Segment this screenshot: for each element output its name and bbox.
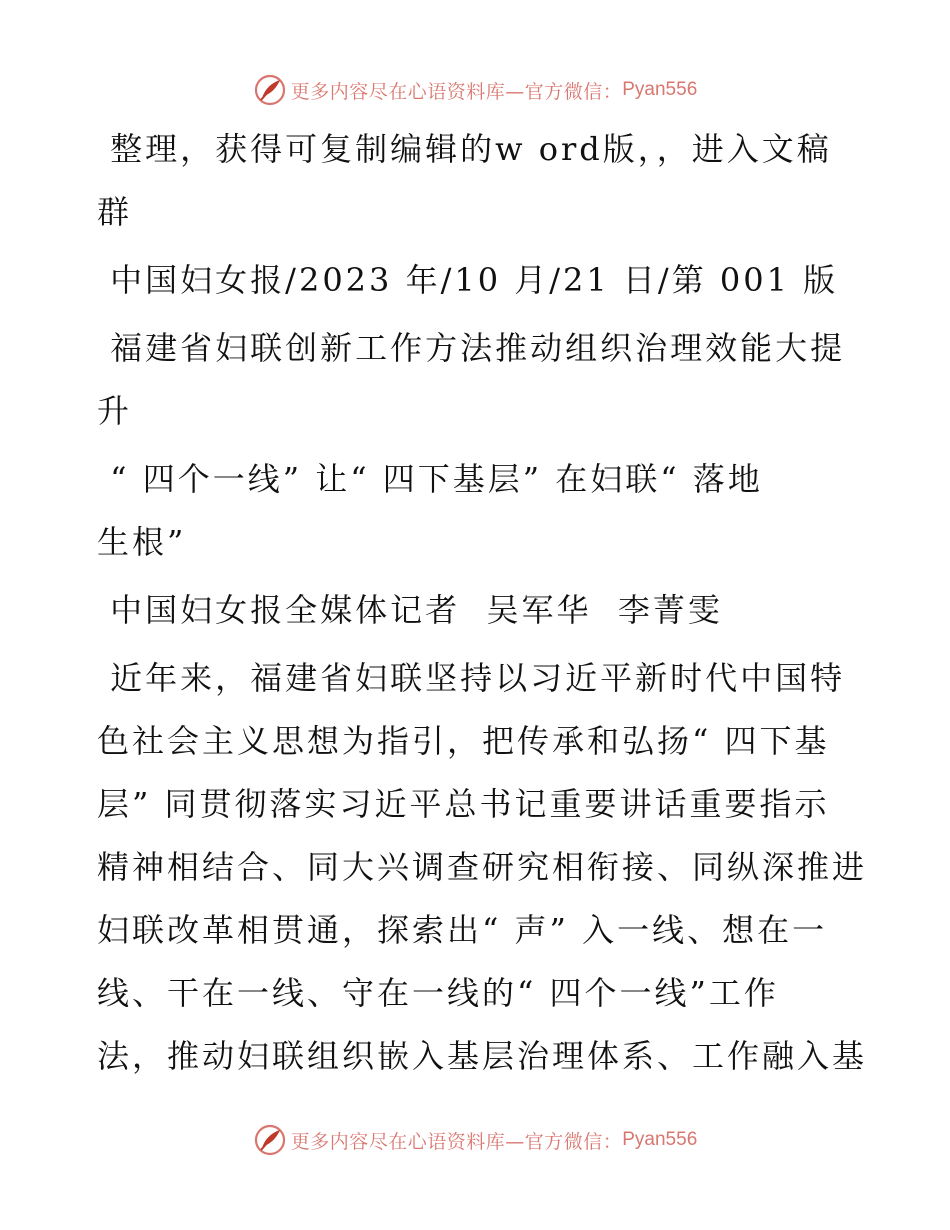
- headline: [97, 317, 867, 443]
- text-line: 线、干在一线、守在一线的“ 四个一线”工作: [97, 974, 779, 1012]
- watermark-handle: Pyan556: [622, 1129, 698, 1150]
- body-paragraph: [97, 647, 867, 1088]
- text-line: 中国妇女报/2023 年/10 月/21 日/第 001 版: [97, 261, 839, 299]
- text-line: “ 四个一线” 让“ 四下基层” 在妇联“ 落地: [97, 460, 763, 498]
- text-line: 近年来，福建省妇联坚持以习近平新时代中国特: [97, 659, 846, 697]
- text-line: 中国妇女报全媒体记者 吴军华 李菁雯: [97, 591, 723, 629]
- text-line: 升: [97, 392, 133, 430]
- text-line: 精神相结合、同大兴调查研究相衔接、同纵深推进: [97, 848, 868, 886]
- text-line: 福建省妇联创新工作方法推动组织治理效能大提: [97, 329, 846, 367]
- text-line: 群: [97, 193, 133, 231]
- watermark-footer: [0, 1120, 950, 1160]
- text-line: 法，推动妇联组织嵌入基层治理体系、工作融入基: [97, 1037, 868, 1075]
- text-line: 层” 同贯彻落实习近平总书记重要讲话重要指示: [97, 785, 830, 823]
- watermark-handle: Pyan556: [622, 79, 698, 100]
- quill-logo-icon: [253, 1123, 287, 1157]
- text-line: 妇联改革相贯通，探索出“ 声” 入一线、想在一: [97, 911, 828, 949]
- text-line: 色社会主义思想为指引，把传承和弘扬“ 四下基: [97, 722, 830, 760]
- byline: [97, 579, 867, 642]
- watermark-text: 更多内容尽在心语资料库—官方微信：: [290, 1130, 623, 1153]
- source-line: [97, 249, 867, 312]
- text-line: 生根”: [97, 523, 187, 561]
- quill-logo-icon: [253, 73, 287, 107]
- note-paragraph: [97, 118, 867, 244]
- watermark-header: [0, 70, 950, 110]
- subheadline: [97, 448, 867, 574]
- document-body: [97, 118, 867, 1093]
- text-line: 整理，获得可复制编辑的w ord版，，进入文稿: [97, 130, 832, 168]
- watermark-text: 更多内容尽在心语资料库—官方微信：: [290, 80, 623, 103]
